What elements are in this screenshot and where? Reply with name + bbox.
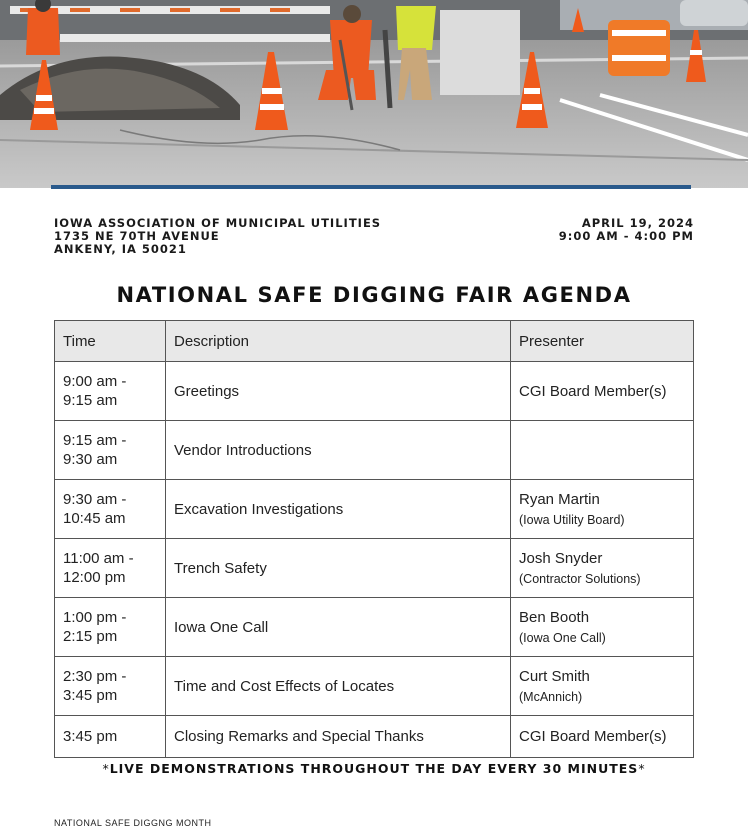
description-cell: Greetings (166, 362, 511, 421)
note-asterisk-end: * (638, 761, 646, 776)
column-header-time: Time (55, 321, 166, 362)
table-row (55, 421, 694, 480)
presenter-affiliation: (Iowa One Call) (519, 630, 606, 645)
description-cell: Excavation Investigations (166, 480, 511, 539)
presenter-cell (511, 480, 694, 539)
presenter-affiliation: (McAnnich) (519, 689, 583, 704)
accent-rule (51, 185, 691, 189)
table-row (55, 657, 694, 716)
hero-construction-photo (0, 0, 748, 188)
presenter-name: Ryan Martin (519, 490, 600, 508)
presenter-cell (511, 362, 694, 421)
time-cell: 9:15 am - 9:30 am (55, 421, 166, 480)
organization-name: IOWA ASSOCIATION OF MUNICIPAL UTILITIES (54, 216, 382, 230)
time-cell: 9:30 am - 10:45 am (55, 480, 166, 539)
note-asterisk: * (102, 761, 110, 776)
presenter-name: Josh Snyder (519, 549, 603, 567)
demonstrations-note (0, 761, 748, 776)
time-cell: 11:00 am - 12:00 pm (55, 539, 166, 598)
presenter-affiliation: (Contractor Solutions) (519, 571, 641, 586)
event-time: 9:00 AM - 4:00 PM (558, 229, 694, 243)
presenter-cell (511, 539, 694, 598)
page-title: NATIONAL SAFE DIGGING FAIR AGENDA (116, 283, 632, 307)
column-header-presenter: Presenter (511, 321, 694, 362)
time-cell: 3:45 pm (55, 716, 166, 758)
time-cell: 9:00 am - 9:15 am (55, 362, 166, 421)
presenter-affiliation: (Iowa Utility Board) (519, 512, 625, 527)
presenter-name: CGI Board Member(s) (519, 728, 667, 745)
presenter-name: Curt Smith (519, 667, 590, 685)
agenda-table (54, 320, 694, 758)
footer-text: NATIONAL SAFE DIGGNG MONTH (54, 818, 212, 828)
table-row (55, 598, 694, 657)
time-cell: 2:30 pm - 3:45 pm (55, 657, 166, 716)
presenter-cell (511, 421, 694, 480)
table-row (55, 362, 694, 421)
city-state-zip: ANKENY, IA 50021 (54, 242, 187, 256)
presenter-name: CGI Board Member(s) (519, 382, 667, 400)
column-header-description: Description (166, 321, 511, 362)
description-cell: Iowa One Call (166, 598, 511, 657)
event-date-time (559, 217, 694, 243)
description-cell: Time and Cost Effects of Locates (166, 657, 511, 716)
presenter-cell (511, 598, 694, 657)
table-row (55, 716, 694, 758)
street-address: 1735 NE 70TH AVENUE (54, 229, 220, 243)
table-header-row (55, 321, 694, 362)
presenter-cell (511, 716, 694, 758)
presenter-name: Ben Booth (519, 608, 590, 626)
presenter-cell (511, 657, 694, 716)
table-row (55, 539, 694, 598)
organization-address (54, 217, 381, 256)
table-row (55, 480, 694, 539)
note-text: LIVE DEMONSTRATIONS THROUGHOUT THE DAY EVERY 30 MINUTES (109, 761, 639, 776)
description-cell: Vendor Introductions (166, 421, 511, 480)
description-cell: Closing Remarks and Special Thanks (166, 716, 511, 758)
description-cell: Trench Safety (166, 539, 511, 598)
event-date: APRIL 19, 2024 (581, 216, 694, 230)
time-cell: 1:00 pm - 2:15 pm (55, 598, 166, 657)
